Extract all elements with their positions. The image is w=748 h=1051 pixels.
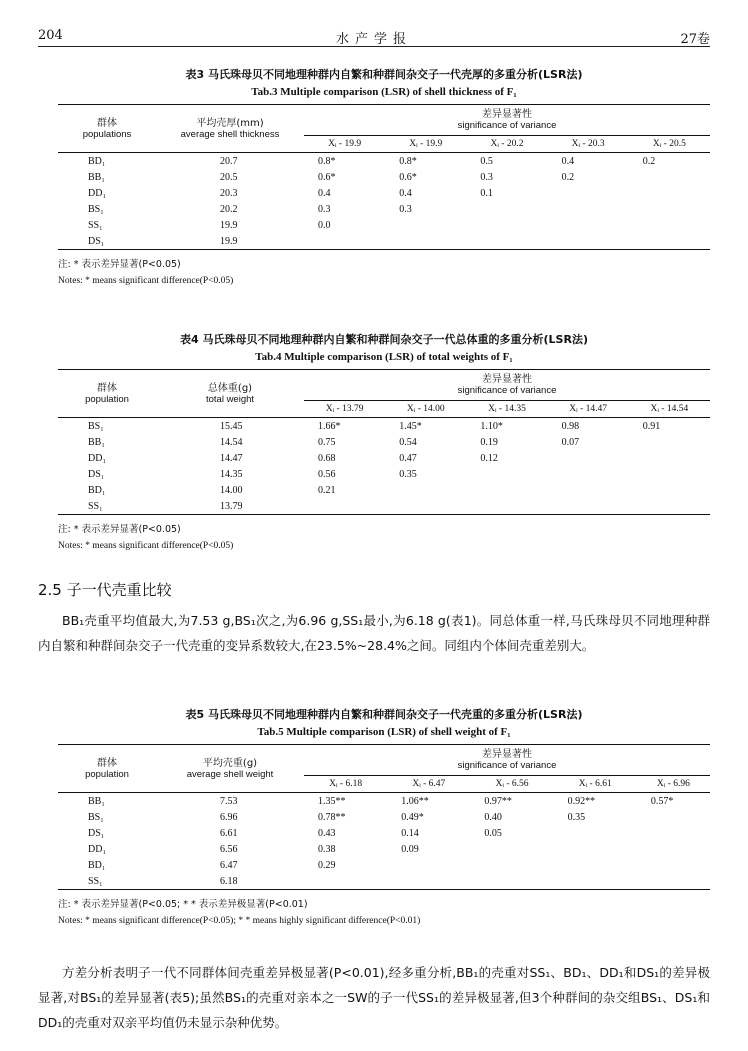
difference-cell: 0.8* — [318, 155, 336, 167]
difference-cell — [629, 450, 710, 466]
col-head-population-zh: 群体 — [97, 117, 117, 129]
difference-cell — [629, 466, 710, 482]
difference-cell: 0.43 — [318, 827, 336, 839]
difference-cell — [385, 233, 466, 250]
difference-cell: 0.49* — [401, 811, 424, 823]
difference-cell — [387, 873, 470, 890]
difference-cell — [637, 873, 710, 890]
difference-cell: 0.21 — [318, 484, 336, 496]
table-caption-en: Tab.4 Multiple comparison (LSR) of total weights of F₁ — [255, 351, 513, 363]
difference-cell: 0.97** — [484, 795, 512, 807]
table-caption-zh: 表3 马氏珠母贝不同地理种群内自繁和种群间杂交子一代壳厚的多重分析(LSR法) — [185, 68, 583, 81]
col-head-value-zh: 总体重(g) — [207, 382, 253, 394]
difference-cell — [466, 482, 547, 498]
col-head-population-en: population — [85, 768, 129, 780]
population-cell: DS₁ — [88, 827, 105, 839]
difference-cell: 0.57* — [650, 795, 674, 807]
difference-cell — [466, 217, 547, 233]
difference-cell: 0.6* — [399, 171, 417, 183]
population-cell: DD₁ — [88, 843, 106, 855]
mean-value-cell: 19.9 — [220, 235, 238, 247]
difference-cell — [629, 233, 710, 250]
final-paragraph: 方差分析表明子一代不同群体间壳重差异极显著(P<0.01),经多重分析,BB₁的壳重对SS₁、BD₁、DD₁和DS₁的差异极显著,对BS₁的差异显著(表5);虽然BS₁的壳重对亲本之一SW的子一代SS₁的差异极显著,但3个种群间的杂交组BS₁、DS₁和DD₁的壳重对双亲平均值仍未显示杂种优势。 — [38, 965, 710, 1030]
difference-cell: 0.14 — [401, 827, 419, 839]
difference-cell — [385, 498, 466, 515]
population-cell: BB₁ — [88, 795, 105, 807]
difference-cell — [387, 857, 470, 873]
difference-cell: 0.5 — [480, 155, 493, 167]
difference-cell: 0.05 — [484, 827, 502, 839]
mean-value-cell: 14.00 — [220, 484, 243, 496]
table-row — [58, 793, 710, 810]
difference-cell — [385, 482, 466, 498]
difference-cell: 0.29 — [318, 859, 336, 871]
population-cell: SS₁ — [88, 219, 103, 231]
difference-cell — [548, 217, 629, 233]
table-note-en: Notes: * means significant difference(P<0.05) — [58, 276, 234, 286]
population-cell: BS₁ — [88, 420, 104, 432]
diff-column-header: Xᵢ - 14.47 — [548, 401, 629, 418]
difference-cell — [629, 434, 710, 450]
table-row — [58, 185, 710, 201]
volume: 27卷 — [680, 32, 710, 47]
table-note-zh: 注: * 表示差异显著(P<0.05) — [58, 524, 181, 535]
difference-cell — [385, 217, 466, 233]
mean-value-cell: 14.35 — [220, 468, 243, 480]
mean-value-cell: 15.45 — [220, 420, 243, 432]
difference-cell: 0.3 — [399, 203, 412, 215]
mean-value-cell: 14.54 — [220, 436, 243, 448]
population-cell: BB₁ — [88, 436, 105, 448]
population-cell: SS₁ — [88, 500, 103, 512]
difference-cell: 1.45* — [399, 420, 422, 432]
difference-cell — [629, 169, 710, 185]
table-row — [58, 169, 710, 185]
difference-cell — [548, 233, 629, 250]
table-row — [58, 450, 710, 466]
col-head-significance-zh: 差异显著性 — [482, 749, 532, 760]
difference-cell: 0.09 — [401, 843, 419, 855]
mean-value-cell: 13.79 — [220, 500, 243, 512]
mean-value-cell: 20.3 — [220, 187, 238, 199]
mean-value-cell: 14.47 — [220, 452, 243, 464]
difference-cell — [470, 873, 553, 890]
difference-cell: 1.66* — [318, 420, 341, 432]
col-head-value-en: total weight — [205, 393, 255, 405]
col-head-population-en: population — [85, 393, 129, 405]
difference-cell: 0.35 — [567, 811, 586, 823]
population-cell: DS₁ — [88, 235, 105, 247]
table-row — [58, 857, 710, 873]
table-row — [58, 466, 710, 482]
difference-cell — [466, 201, 547, 217]
col-head-significance-en: significance of variance — [457, 120, 557, 131]
difference-cell — [629, 185, 710, 201]
difference-cell — [304, 873, 387, 890]
table-row — [58, 809, 710, 825]
diff-column-header: Xᵢ - 14.54 — [629, 401, 710, 418]
table-row — [58, 873, 710, 890]
difference-cell: 1.06** — [401, 795, 429, 807]
diff-column-header: Xᵢ - 6.61 — [554, 776, 637, 793]
difference-cell — [466, 498, 547, 515]
population-cell: BB₁ — [88, 171, 105, 183]
difference-cell — [554, 825, 637, 841]
difference-cell — [637, 825, 710, 841]
mean-value-cell: 6.47 — [220, 859, 238, 871]
difference-cell — [554, 857, 637, 873]
table-row — [58, 233, 710, 250]
diff-column-header: Xᵢ - 6.47 — [387, 776, 470, 793]
difference-cell: 0.78** — [318, 811, 346, 823]
table-note-zh: 注: * 表示差异显著(P<0.05) — [58, 259, 181, 270]
difference-cell: 0.12 — [480, 452, 498, 464]
population-cell: DD₁ — [88, 187, 106, 199]
difference-cell: 0.2 — [561, 171, 575, 183]
col-head-population-zh: 群体 — [97, 382, 117, 394]
mean-value-cell: 6.56 — [220, 843, 238, 855]
difference-cell: 0.4 — [399, 187, 412, 199]
mean-value-cell: 6.61 — [220, 827, 238, 839]
table-note-zh: 注: * 表示差异显著(P<0.05; * * 表示差异极显著(P<0.01) — [58, 899, 308, 910]
difference-cell — [548, 482, 629, 498]
col-head-significance-en: significance of variance — [457, 385, 557, 396]
difference-cell: 1.35** — [318, 795, 346, 807]
col-head-population-zh: 群体 — [97, 757, 117, 769]
diff-column-header: Xᵢ - 6.56 — [470, 776, 553, 793]
mean-value-cell: 6.18 — [220, 875, 238, 887]
difference-cell: 0.98 — [561, 420, 580, 432]
col-head-value-en: average shell weight — [186, 768, 274, 780]
difference-cell — [548, 201, 629, 217]
population-cell: DD₁ — [88, 452, 106, 464]
difference-cell — [470, 841, 553, 857]
difference-cell: 0.35 — [399, 468, 417, 480]
table-row — [58, 201, 710, 217]
section-paragraph: BB₁壳重平均值最大,为7.53 g,BS₁次之,为6.96 g,SS₁最小,为6.18 g(表1)。同总体重一样,马氏珠母贝不同地理种群内自繁和种群间杂交子一代壳重的变异系数较大,在23.5%~28.4%之间。同组内个体间壳重差别大。 — [38, 613, 710, 653]
difference-cell: 0.3 — [318, 203, 331, 215]
table-row — [58, 841, 710, 857]
data-table — [58, 744, 710, 890]
table-row — [58, 482, 710, 498]
table-4 — [58, 331, 710, 551]
population-cell: BS₁ — [88, 811, 104, 823]
table-note-en: Notes: * means significant difference(P<0.05); * * means highly significant difference(P<0.01) — [58, 916, 421, 926]
col-head-population-en: populations — [82, 128, 132, 140]
difference-cell — [554, 873, 637, 890]
difference-cell: 0.8* — [399, 155, 417, 167]
difference-cell — [548, 498, 629, 515]
difference-cell: 0.07 — [561, 436, 580, 448]
table-row — [58, 217, 710, 233]
difference-cell: 0.91 — [642, 420, 661, 432]
table-row — [58, 498, 710, 515]
difference-cell: 0.75 — [318, 436, 336, 448]
diff-column-header: Xᵢ - 6.18 — [304, 776, 387, 793]
diff-column-header: Xᵢ - 19.9 — [385, 136, 466, 153]
difference-cell — [629, 217, 710, 233]
difference-cell: 1.10* — [480, 420, 503, 432]
col-head-significance-zh: 差异显著性 — [482, 374, 532, 385]
difference-cell: 0.2 — [642, 155, 656, 167]
difference-cell: 0.4 — [318, 187, 331, 199]
difference-cell: 0.6* — [318, 171, 336, 183]
mean-value-cell: 20.5 — [220, 171, 238, 183]
difference-cell: 0.3 — [480, 171, 493, 183]
difference-cell — [466, 233, 547, 250]
table-caption-en: Tab.3 Multiple comparison (LSR) of shell thickness of F₁ — [251, 86, 517, 98]
table-3 — [58, 66, 710, 286]
difference-cell — [548, 466, 629, 482]
col-head-significance-zh: 差异显著性 — [482, 109, 532, 120]
difference-cell: 0.92** — [567, 795, 596, 807]
diff-column-header: Xᵢ - 20.2 — [466, 136, 547, 153]
table-row — [58, 434, 710, 450]
table-caption-zh: 表5 马氏珠母贝不同地理种群内自繁和种群间杂交子一代壳重的多重分析(LSR法) — [185, 708, 583, 721]
difference-cell — [470, 857, 553, 873]
diff-column-header: Xᵢ - 19.9 — [304, 136, 385, 153]
mean-value-cell: 6.96 — [220, 811, 238, 823]
diff-column-header: Xᵢ - 13.79 — [304, 401, 385, 418]
population-cell: BD₁ — [88, 859, 106, 871]
population-cell: SS₁ — [88, 875, 103, 887]
col-head-value-zh: 平均壳厚(mm) — [196, 117, 264, 129]
diff-column-header: Xᵢ - 6.96 — [637, 776, 710, 793]
difference-cell — [637, 809, 710, 825]
table-caption-zh: 表4 马氏珠母贝不同地理种群内自繁和种群间杂交子一代总体重的多重分析(LSR法) — [180, 333, 588, 346]
difference-cell: 0.47 — [399, 452, 417, 464]
difference-cell: 0.4 — [561, 155, 575, 167]
difference-cell — [548, 185, 629, 201]
col-head-value-zh: 平均壳重(g) — [202, 757, 258, 769]
difference-cell — [304, 498, 385, 515]
mean-value-cell: 19.9 — [220, 219, 238, 231]
journal-title: 水产学报 — [335, 32, 412, 47]
population-cell: BD₁ — [88, 484, 106, 496]
table-row — [58, 418, 710, 435]
difference-cell: 0.54 — [399, 436, 417, 448]
difference-cell: 0.40 — [484, 811, 502, 823]
difference-cell: 0.1 — [480, 187, 493, 199]
table-row — [58, 153, 710, 170]
mean-value-cell: 7.53 — [220, 795, 238, 807]
difference-cell — [637, 841, 710, 857]
population-cell: DS₁ — [88, 468, 105, 480]
table-5 — [58, 706, 710, 926]
col-head-significance-en: significance of variance — [457, 760, 557, 771]
difference-cell — [629, 498, 710, 515]
difference-cell: 0.19 — [480, 436, 498, 448]
difference-cell — [466, 466, 547, 482]
difference-cell: 0.68 — [318, 452, 336, 464]
difference-cell: 0.0 — [318, 219, 331, 231]
col-head-value-en: average shell thickness — [180, 128, 280, 140]
data-table — [58, 369, 710, 515]
mean-value-cell: 20.2 — [220, 203, 238, 215]
data-table — [58, 104, 710, 250]
mean-value-cell: 20.7 — [220, 155, 238, 167]
diff-column-header: Xᵢ - 20.5 — [629, 136, 710, 153]
population-cell: BD₁ — [88, 155, 106, 167]
difference-cell — [304, 233, 385, 250]
table-row — [58, 825, 710, 841]
difference-cell — [629, 201, 710, 217]
diff-column-header: Xᵢ - 14.00 — [385, 401, 466, 418]
section-heading: 2.5 子一代壳重比较 — [38, 581, 172, 599]
table-caption-en: Tab.5 Multiple comparison (LSR) of shell weight of F₁ — [257, 726, 511, 738]
diff-column-header: Xᵢ - 20.3 — [548, 136, 629, 153]
difference-cell — [637, 857, 710, 873]
difference-cell — [548, 450, 629, 466]
diff-column-header: Xᵢ - 14.35 — [466, 401, 547, 418]
difference-cell — [554, 841, 637, 857]
page-number: 204 — [38, 28, 63, 43]
difference-cell — [629, 482, 710, 498]
table-note-en: Notes: * means significant difference(P<0.05) — [58, 541, 234, 551]
difference-cell: 0.38 — [318, 843, 336, 855]
running-header — [38, 26, 710, 47]
population-cell: BS₁ — [88, 203, 104, 215]
difference-cell: 0.56 — [318, 468, 336, 480]
